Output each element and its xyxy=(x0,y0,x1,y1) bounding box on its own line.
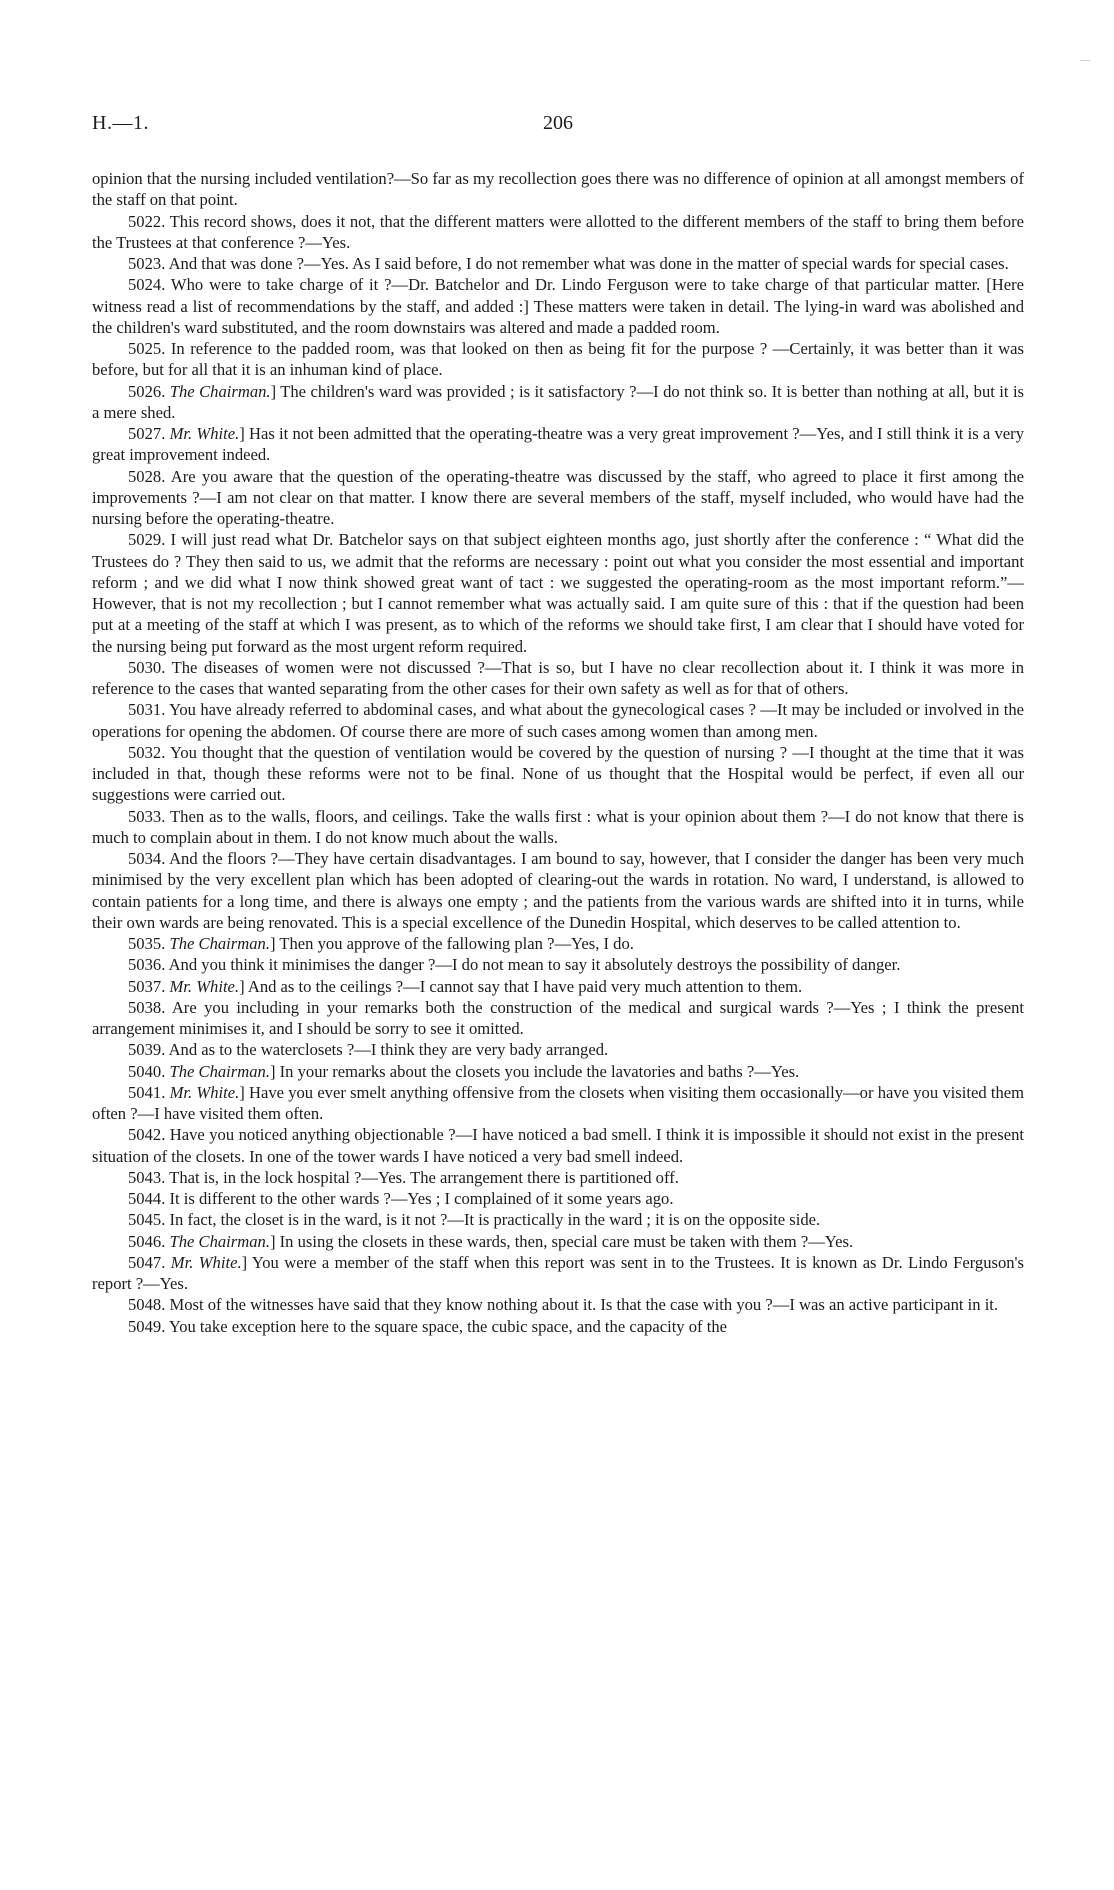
testimony-paragraph xyxy=(92,423,1024,466)
speaker-name: Mr. White. xyxy=(169,1082,240,1102)
question-number: 5037. xyxy=(128,976,170,996)
paragraph-text: ] You were a member of the staff when this report was sent in to the Trustees. It is known as Dr. Lindo Ferguson's report ?—Yes. xyxy=(92,1252,1025,1293)
page-number: 206 xyxy=(543,112,573,134)
paragraph-text: ] And as to the ceilings ?—I cannot say that I have paid very much attention to them. xyxy=(239,976,803,996)
testimony-paragraph xyxy=(92,1231,1024,1252)
speaker-name: The Chairman. xyxy=(169,1231,270,1251)
testimony-paragraph xyxy=(92,1082,1024,1125)
testimony-paragraph: 5029. I will just read what Dr. Batchelor says on that subject eighteen months ago, just shortly after the conference : “ What did the Trustees do ? They then said to us, we admit that the reforms are necessary : point out what you consider the most essential and important reform ; and we did what I now think showed great want of tact : we suggested the operating-room as the most important reform.”—However, that is not my recollection ; but I cannot remember what was actually said. I am quite sure of this : that if the question had been put at a meeting of the staff at which I was present, as to which of the reforms we should take first, I am clear that I should have voted for the nursing being put forward as the most urgent reform required. xyxy=(92,530,1024,656)
testimony-paragraph: opinion that the nursing included ventilation?—So far as my recollection goes there was no difference of opinion at all amongst members of the staff on that point. xyxy=(92,169,1024,210)
testimony-paragraph: 5033. Then as to the walls, floors, and ceilings. Take the walls first : what is your opinion about them ?—I do not know that there is much to complain about in them. I do not know much about the walls. xyxy=(92,806,1024,847)
speaker-name: The Chairman. xyxy=(169,1061,270,1081)
paragraph-text: ] Has it not been admitted that the operating-theatre was a very great improvement ?—Yes, and I still think it is a very great improvement indeed. xyxy=(92,424,1024,465)
testimony-paragraph: 5036. And you think it minimises the danger ?—I do not mean to say it absolutely destroys the possibility of danger. xyxy=(128,955,901,975)
question-number: 5041. xyxy=(128,1082,170,1102)
speaker-name: The Chairman. xyxy=(169,381,271,401)
testimony-paragraph: 5023. And that was done ?—Yes. As I said before, I do not remember what was done in the matter of special wards for special cases. xyxy=(128,254,1009,273)
paragraph-text: ] The children's ward was provided ; is it satisfactory ?—I do not think so. It is better than nothing at all, but it is a mere shed. xyxy=(92,381,1025,422)
question-number: 5047. xyxy=(128,1252,171,1272)
testimony-paragraph: 5048. Most of the witnesses have said that they know nothing about it. Is that the case with you ?—I was an active participant in it. xyxy=(128,1295,999,1315)
testimony-paragraph: 5032. You thought that the question of ventilation would be covered by the question of nursing ? —I thought at the time that it was included in that, though these reforms were not to be final. None of us thought that the Hospital would be perfect, if even all our suggestions were carried out. xyxy=(92,742,1024,805)
speaker-name: The Chairman. xyxy=(169,934,270,953)
testimony-paragraph xyxy=(92,1061,1024,1082)
speaker-name: Mr. White. xyxy=(169,976,240,996)
testimony-paragraph: 5025. In reference to the padded room, was that looked on then as being fit for the purpose ? —Certainly, it was better than it was before, but for all that it is an inhuman kind of place. xyxy=(92,339,1024,380)
question-number: 5046. xyxy=(128,1231,170,1251)
testimony-paragraph: 5028. Are you aware that the question of the operating-theatre was discussed by the staff, who agreed to place it first among the improvements ?—I am not clear on that matter. I know there are several members of the staff, myself included, who would have had the nursing before the operating-theatre. xyxy=(92,466,1024,528)
question-number: 5026. xyxy=(128,381,170,401)
testimony-paragraph: 5044. It is different to the other wards ?—Yes ; I complained of it some years ago. xyxy=(128,1189,674,1208)
testimony-paragraph xyxy=(92,1252,1024,1295)
testimony-paragraph xyxy=(92,933,1024,954)
testimony-paragraph: 5043. That is, in the lock hospital ?—Yes. The arrangement there is partitioned off. xyxy=(128,1167,679,1187)
paragraph-text: ] Then you approve of the fallowing plan ?—Yes, I do. xyxy=(269,934,634,953)
testimony-paragraph: 5031. You have already referred to abdominal cases, and what about the gynecological cases ? —It may be included or involved in the operations for opening the abdomen. Of course there are more of such cases among women than among men. xyxy=(92,700,1024,741)
question-number: 5027. xyxy=(128,424,170,443)
question-number: 5040. xyxy=(128,1061,170,1081)
paragraph-text: ] Have you ever smelt anything offensive from the closets when visiting them occasionally—or have you visited them often ?—I have visited them often. xyxy=(92,1082,1025,1123)
document-reference: H.—1. xyxy=(92,112,149,134)
testimony-paragraph: 5022. This record shows, does it not, that the different matters were allotted to the different members of the staff to bring them before the Trustees at that conference ?—Yes. xyxy=(92,211,1024,252)
testimony-paragraph: 5045. In fact, the closet is in the ward, is it not ?—It is practically in the ward ; it is on the opposite side. xyxy=(128,1210,821,1230)
testimony-paragraph: 5034. And the floors ?—They have certain disadvantages. I am bound to say, however, that I consider the danger has been very much minimised by the very excellent plan which has been adopted of clearing-out the wards in rotation. No ward, I understand, is allowed to contain patients for a long time, and there is always one empty ; and the patients from the various wards are shifted into it in turns, while their own wards are being renovated. This is a special excellence of the Dunedin Hospital, which deserves to be called attention to. xyxy=(92,849,1024,932)
testimony-paragraph xyxy=(92,976,1024,997)
speaker-name: Mr. White. xyxy=(169,424,240,443)
page-header xyxy=(92,112,1024,142)
testimony-paragraph: 5042. Have you noticed anything objectionable ?—I have noticed a bad smell. I think it is impossible it should not exist in the present situation of the closets. In one of the tower wards I have noticed a very bad smell indeed. xyxy=(92,1125,1024,1166)
scan-mark xyxy=(1080,60,1090,61)
testimony-paragraph: 5049. You take exception here to the square space, the cubic space, and the capacity of the xyxy=(128,1316,727,1336)
question-number: 5035. xyxy=(128,934,170,953)
testimony-paragraph: 5030. The diseases of women were not discussed ?—That is so, but I have no clear recollection about it. I think it was more in reference to the cases that wanted separating from the other cases for their own safety as well as for that of others. xyxy=(92,657,1024,698)
testimony-paragraph: 5024. Who were to take charge of it ?—Dr. Batchelor and Dr. Lindo Ferguson were to take charge of that particular matter. [Here witness read a list of recommendations by the staff, and added :] These matters were taken in detail. The lying-in ward was abolished and the children's ward substituted, and the room downstairs was altered and made a padded room. xyxy=(92,275,1024,337)
paragraph-text: ] In using the closets in these wards, then, special care must be taken with them ?—Yes. xyxy=(269,1231,854,1251)
testimony-body xyxy=(92,168,1024,1337)
speaker-name: Mr. White. xyxy=(170,1252,242,1272)
testimony-paragraph: 5039. And as to the waterclosets ?—I think they are very bady arranged. xyxy=(128,1040,609,1060)
paragraph-text: ] In your remarks about the closets you include the lavatories and baths ?—Yes. xyxy=(269,1061,800,1081)
testimony-paragraph xyxy=(92,381,1024,424)
testimony-paragraph: 5038. Are you including in your remarks both the construction of the medical and surgical wards ?—Yes ; I think the present arrangement minimises it, and I should be sorry to see it omitted. xyxy=(92,997,1024,1038)
